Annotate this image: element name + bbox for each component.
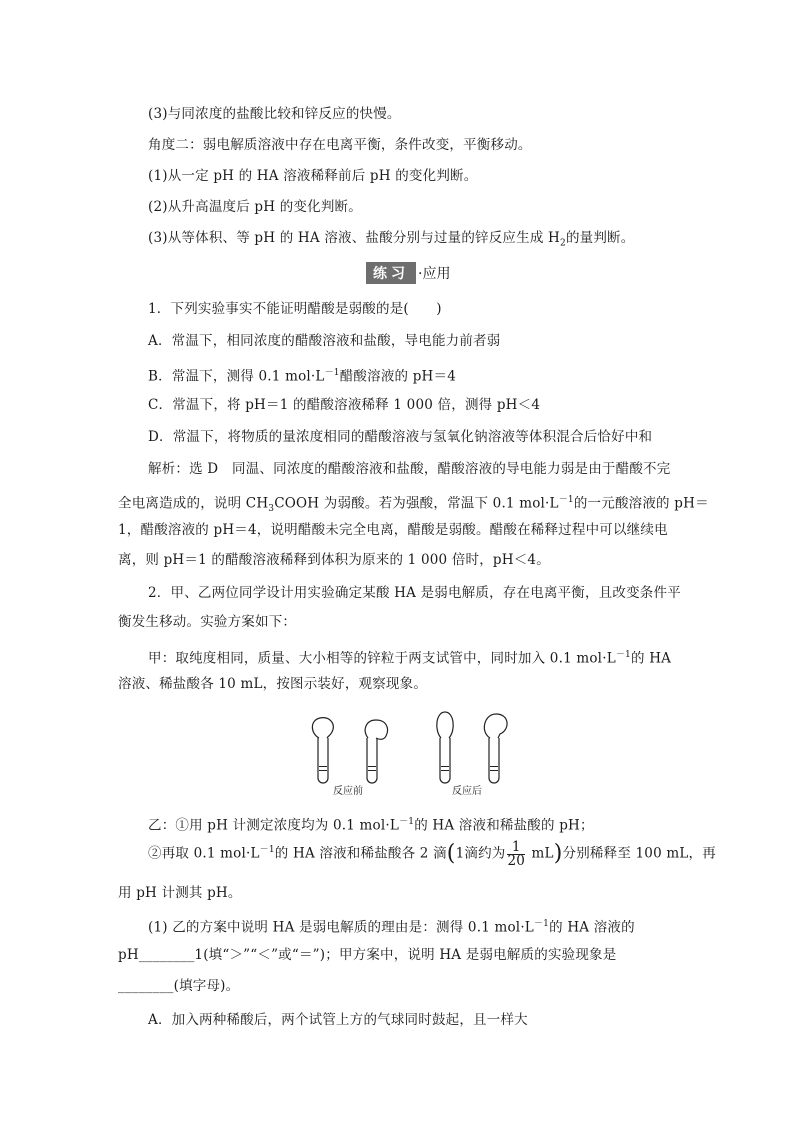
option-d: D．常温下，将物质的量浓度相同的醋酸溶液与氢氧化钠溶液等体积混合后恰好中和 <box>148 429 653 445</box>
analysis: 离，则 pH＝1 的醋酸溶液稀释到体积为原来的 1 000 倍时，pH＜4。 <box>118 552 550 568</box>
plan-yi-step-2: ②再取 0.1 $mol\cdot L^{-1}$的 HA 溶液和稀盐酸各 2 滴(1滴约为 $\frac{1}{20}$ mL)分别稀释至 100 mL，再 <box>148 838 716 869</box>
paragraph: (3)从等体积、等 pH 的 HA 溶液、盐酸分别与过量的锌反应生成 $H_2$的量判断。 <box>148 230 635 249</box>
section-subtitle: ·应用 <box>418 266 451 282</box>
question-2: 衡发生移动。实验方案如下： <box>118 614 297 630</box>
paragraph: (3)与同浓度的盐酸比较和锌反应的快慢。 <box>148 106 401 122</box>
analysis: 1，醋酸溶液的 pH＝4，说明醋酸未完全电离，醋酸是弱酸。醋酸在稀释过程中可以继续电 <box>118 522 668 538</box>
question-1: 1．下列实验事实不能证明醋酸是弱酸的是( ) <box>148 301 442 317</box>
sub-question-1: pH________1(填“＞”“＜”或“＝”)；甲方案中，说明 HA 是弱电解质的实验现象是 <box>118 947 617 963</box>
sub-question-1: ________(填字母)。 <box>118 978 240 994</box>
option-c: C．常温下，将 pH＝1 的醋酸溶液稀释 1 000 倍，测得 pH＜4 <box>148 397 541 413</box>
section-heading <box>366 262 450 284</box>
analysis: 全电离造成的，说明 $CH_3COOH$ 为弱酸。若为强酸，常温下 0.1 $mol\cdot L^{-1}$的一元酸溶液的 pH＝ <box>118 495 709 515</box>
paragraph: 角度二：弱电解质溶液中存在电离平衡，条件改变，平衡移动。 <box>148 137 532 153</box>
option-a: A．加入两种稀酸后，两个试管上方的气球同时鼓起，且一样大 <box>148 1012 528 1028</box>
caption-before: 反应前 <box>333 786 363 797</box>
analysis: 解析：选 D 同温、同浓度的醋酸溶液和盐酸，醋酸溶液的导电能力弱是由于醋酸不完 <box>148 461 671 477</box>
paragraph: (2)从升高温度后 pH 的变化判断。 <box>148 199 362 215</box>
plan-yi-step-2: 用 pH 计测其 pH。 <box>118 885 242 901</box>
plan-yi: 乙：①用 pH 计测定浓度均为 0.1 $mol\cdot L^{-1}$的 HA 溶液和稀盐酸的 pH； <box>148 817 594 834</box>
plan-jia: 甲：取纯度相同，质量、大小相等的锌粒于两支试管中，同时加入 0.1 $mol\cdot L^{-1}$的 HA <box>148 650 672 667</box>
practice-badge: 练习 <box>366 262 416 284</box>
paragraph: (1)从一定 pH 的 HA 溶液稀释前后 pH 的变化判断。 <box>148 168 478 184</box>
option-a: A．常温下，相同浓度的醋酸溶液和盐酸，导电能力前者弱 <box>148 333 501 349</box>
question-2: 2．甲、乙两位同学设计用实验确定某酸 HA 是弱电解质，存在电离平衡，且改变条件平 <box>148 585 681 601</box>
plan-jia: 溶液、稀盐酸各 10 mL，按图示装好，观察现象。 <box>118 676 428 692</box>
option-b: B．常温下，测得 0.1 $mol\cdot L^{-1}$醋酸溶液的 pH＝4 <box>148 368 457 385</box>
sub-question-1: (1) 乙的方案中说明 HA 是弱电解质的理由是：测得 0.1 $mol\cdot L^{-1}$的 HA 溶液的 <box>148 919 635 936</box>
caption-after: 反应后 <box>452 786 482 797</box>
